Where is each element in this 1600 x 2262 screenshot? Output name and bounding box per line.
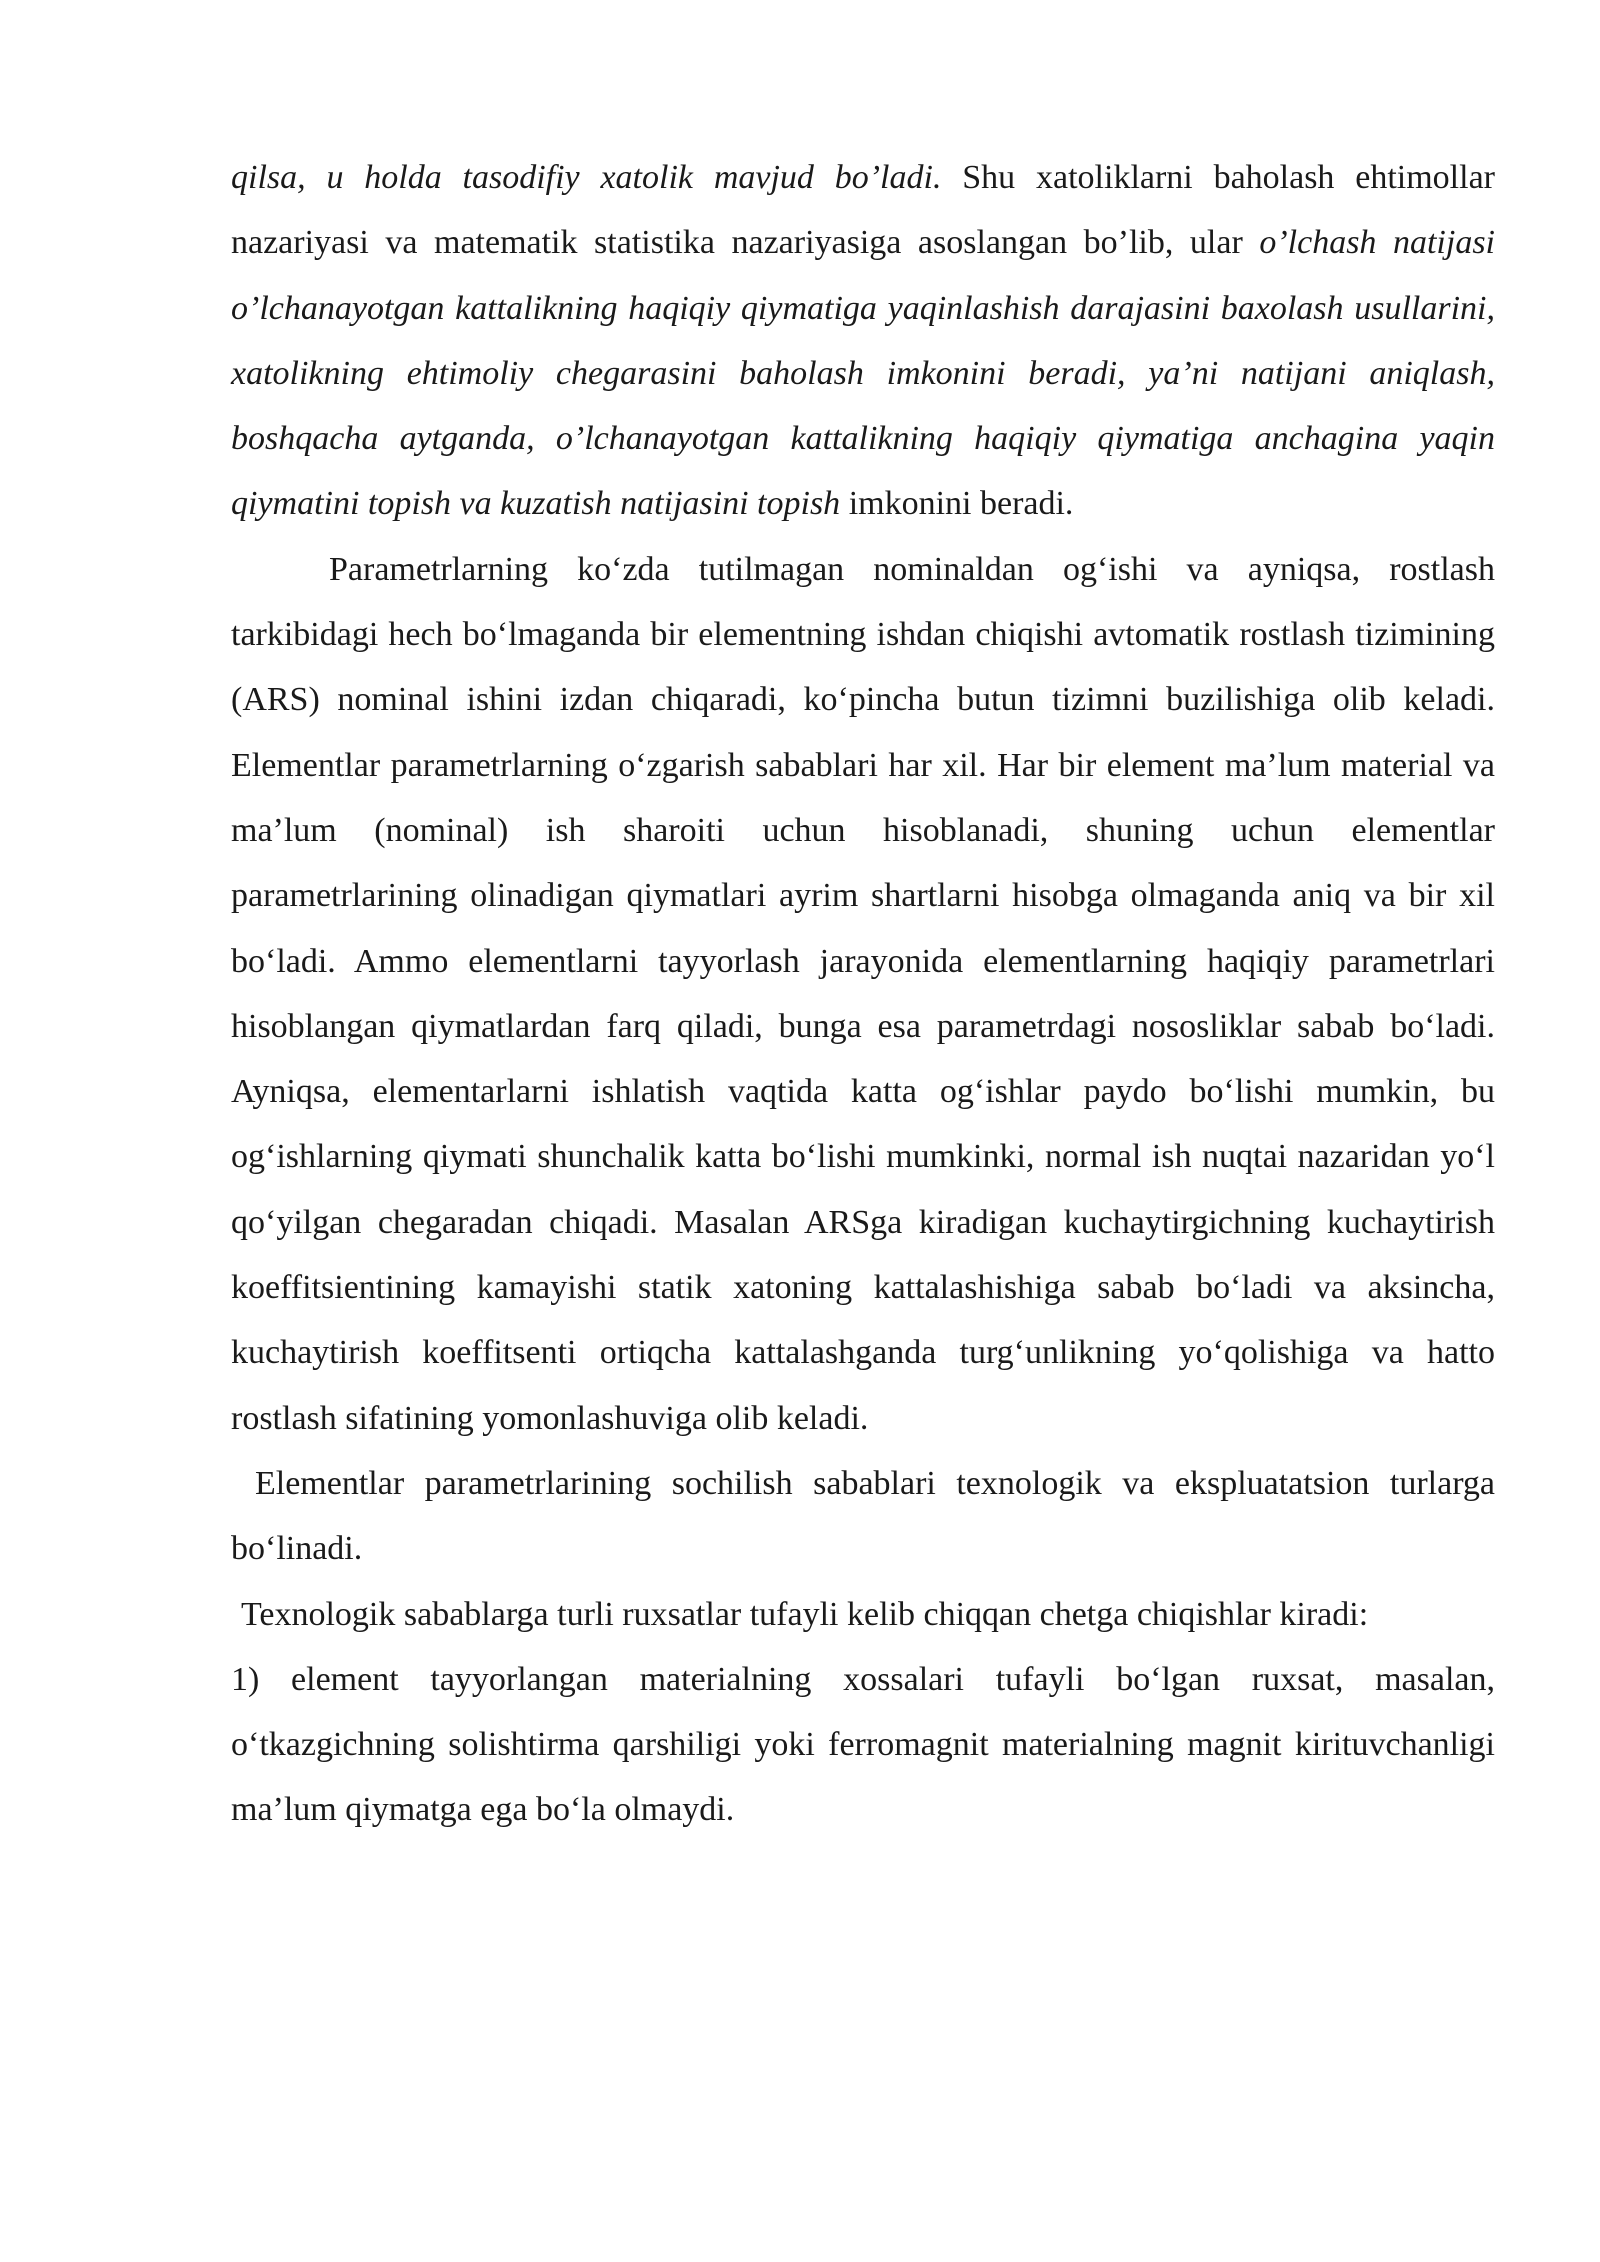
- body-text: Elementlar parametrlarining sochilish sabablari texnologik va ekspluatatsion turlarga bo‘linadi.: [231, 1464, 1495, 1568]
- paragraph-1: [231, 145, 1495, 537]
- body-text: Parametrlarning ko‘zda tutilmagan nominaldan og‘ishi va ayniqsa, rostlash tarkibidagi hech bo‘lmaganda bir elementning ishdan chiqishi avtomatik rostlash tizimining (ARS) nominal ishini izdan chiqaradi, ko‘pincha butun tizimni buzilishiga olib keladi. Elementlar parametrlarning o‘zgarish sabablari har xil. Har bir element ma’lum material va ma’lum (nominal) ish sharoiti uchun hisoblanadi, shuning uchun elementlar parametrlarining olinadigan qiymatlari ayrim shartlarni hisobga olmaganda aniq va bir xil bo‘ladi. Ammo elementlarni tayyorlash jarayonida elementlarning haqiqiy parametrlari hisoblangan qiymatlardan farq qiladi, bunga esa parametrdagi nososliklar sabab bo‘ladi. Ayniqsa, elementarlarni ishlatish vaqtida katta og‘ishlar paydo bo‘lishi mumkin, bu og‘ishlarning qiymati shunchalik katta bo‘lishi mumkinki, normal ish nuqtai nazaridan yo‘l qo‘yilgan chegaradan chiqadi. Masalan ARSga kiradigan kuchaytirgichning kuchaytirish koeffitsientining kamayishi statik xatoning kattalashishiga sabab bo‘ladi va aksincha, kuchaytirish koeffitsenti ortiqcha kattalashganda turg‘unlikning yo‘qolishiga va hatto rostlash sifatining yomonlashuviga olib keladi.: [231, 550, 1495, 1437]
- italic-text: qilsa, u holda tasodifiy xatolik mavjud bo’ladi.: [231, 159, 942, 196]
- body-text: 1) element tayyorlangan materialning xossalari tufayli bo‘lgan ruxsat, masalan, o‘tkazgichning solishtirma qarshiligi yoki ferromagnit materialning magnit kirituvchanligi ma’lum qiymatga ega bo‘la olmaydi.: [231, 1660, 1495, 1829]
- document-page: [231, 145, 1495, 1843]
- paragraph-3: [231, 1451, 1495, 1582]
- body-text: Shu xatoliklarni baholash ehtimollar nazariyasi va matematik statistika nazariyasiga asoslangan bo’lib, ular: [231, 159, 1495, 262]
- paragraph-5: [231, 1647, 1495, 1843]
- paragraph-4: [231, 1582, 1495, 1647]
- body-text: imkonini beradi.: [840, 485, 1074, 523]
- paragraph-2: [231, 537, 1495, 1451]
- body-text: Texnologik sabablarga turli ruxsatlar tufayli kelib chiqqan chetga chiqishlar kiradi:: [241, 1595, 1369, 1633]
- italic-text: o’lchash natijasi o’lchanayotgan kattalikning haqiqiy qiymatiga yaqinlashish darajasini baxolash usullarini, xatolikning ehtimoliy chegarasini baholash imkonini beradi, ya’ni natijani aniqlash, boshqacha aytganda, o’lchanayotgan kattalikning haqiqiy qiymatiga anchagina yaqin qiymatini topish va kuzatish natijasini topish: [231, 224, 1496, 523]
